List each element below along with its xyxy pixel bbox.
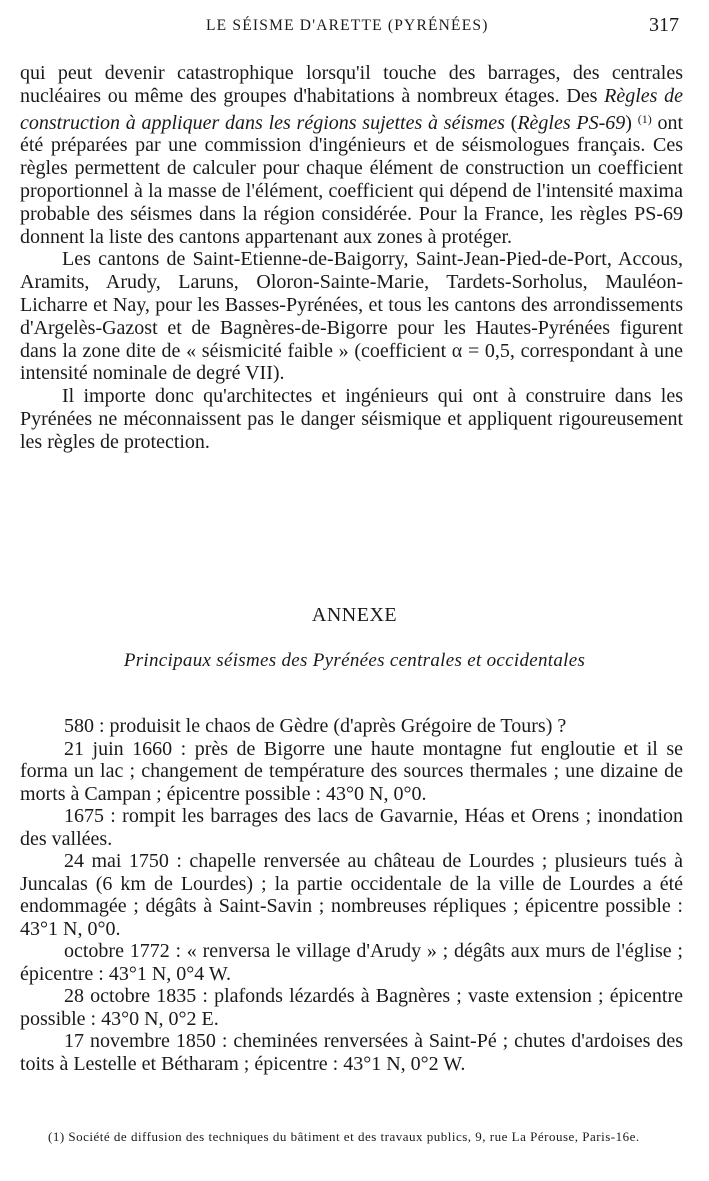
annexe-heading: ANNEXE [311,604,398,626]
paragraph-regles-text-a: qui peut devenir catastrophique lorsqu'il touche des barrages, des centrales nucléaires ou même des groupes d'habitations à nombreux étages. Des [20,62,683,107]
running-title: LE SÉISME D'ARETTE (PYRÉNÉES) [206,17,489,34]
annexe-subheading: Principaux séismes des Pyrénées centrales et occidentales [123,650,586,671]
paragraph-regles-text-c: ) [625,111,632,134]
earthquake-entry: 21 juin 1660 : près de Bigorre une haute montagne fut engloutie et il se forma un lac ; changement de température des sources thermales ; une dizaine de morts à Campan ; épicentre possible : 43°0 N, 0°0. [20,737,683,805]
body-text [20,62,683,454]
paragraph-cantons: Les cantons de Saint-Etienne-de-Baigorry, Saint-Jean-Pied-de-Port, Accous, Aramits, Arudy, Laruns, Oloron-Sainte-Marie, Tardets-Sorholus, Mauléon-Licharre et Nay, pour les Basses-Pyrénées, et tous les cantons des arrondissements d'Argelès-Gazost et de Bagnères-de-Bigorre pour les Hautes-Pyrénées figurent dans la zone dite de « séismicité faible » (coefficient α = 0,5, correspondant à une intensité nominale de degré VII). [20,248,683,385]
paragraph-conclusion: Il importe donc qu'architectes et ingénieurs qui ont à construire dans les Pyrénées ne méconnaissent pas le danger séismique et appliquent rigoureusement les règles de protection. [20,385,683,453]
page-number: 317 [649,14,679,36]
earthquake-entry: 24 mai 1750 : chapelle renversée au château de Lourdes ; plusieurs tués à Juncalas (6 km de Lourdes) ; la partie occidentale de la ville de Lourdes a été endommagée ; dégâts à Saint-Savin ; nombreuses répliques ; épicentre possible : 43°1 N, 0°0. [20,850,683,940]
footnote-reference: (1) [637,111,652,126]
regles-title: Règles de construction à appliquer dans les régions sujettes à séismes [20,84,684,134]
earthquake-list [20,715,683,1075]
earthquake-entry: 580 : produisit le chaos de Gèdre (d'après Grégoire de Tours) ? [64,715,567,737]
regles-ps69: Règles PS-69 [517,111,626,134]
earthquake-entry: octobre 1772 : « renversa le village d'Arudy » ; dégâts aux murs de l'église ; épicentre : 43°1 N, 0°4 W. [20,940,683,985]
running-head [0,14,709,40]
paragraph-regles [20,62,683,248]
earthquake-entry: 17 novembre 1850 : cheminées renversées à Saint-Pé ; chutes d'ardoises des toits à Lestelle et Bétharam ; épicentre : 43°1 N, 0°2 W. [20,1030,683,1075]
paragraph-regles-text-d: ont été préparées par une commission d'ingénieurs et de séismologues français. Ces règles permettent de calculer pour chaque élément de construction un coefficient proportionnel à la masse de l'élément, coefficient qui dépend de l'intensité maxima probable des séismes dans la région considérée. Pour la France, les règles PS-69 donnent la liste des cantons appartenant aux zones à protéger. [20,111,684,248]
footnote [20,1128,683,1145]
paragraph-regles-text-b: ( [504,111,518,134]
earthquake-entry: 28 octobre 1835 : plafonds lézardés à Bagnères ; vaste extension ; épicentre possible : 43°0 N, 0°2 E. [20,985,683,1030]
footnote-text: (1) Société de diffusion des techniques du bâtiment et des travaux publics, 9, rue La Pérouse, Paris-16e. [48,1129,640,1144]
earthquake-entry: 1675 : rompit les barrages des lacs de Gavarnie, Héas et Orens ; inondation des vallées. [20,805,683,850]
